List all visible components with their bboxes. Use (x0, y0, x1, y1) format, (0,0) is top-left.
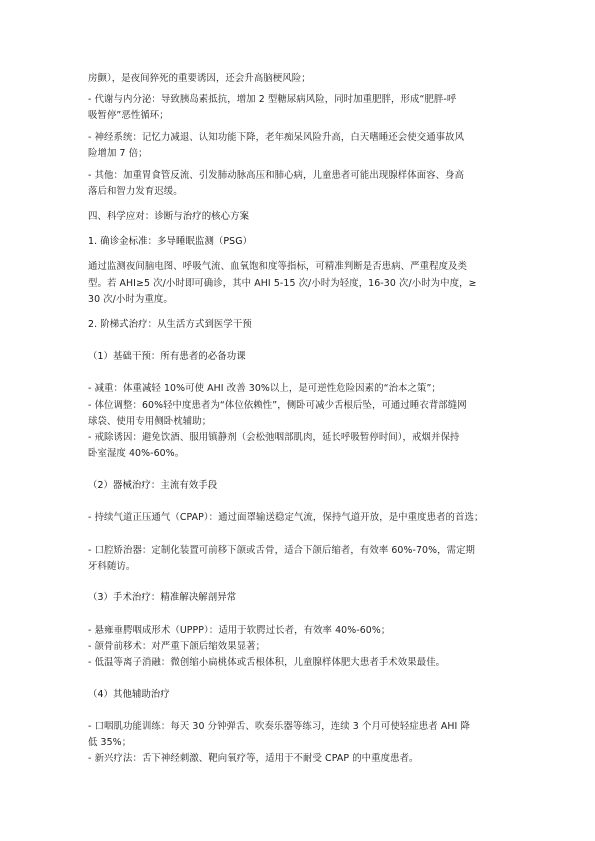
text-line: - 戒除诱因：避免饮酒、服用镇静剂（会松弛咽部肌肉，延长呼吸暂停时间），戒烟并保持 (88, 432, 460, 443)
text-line: - 口咽肌功能训练：每天 30 分钟弹舌、吹奏乐器等练习，连续 3 个月可使轻症患者 AHI 降 (88, 721, 470, 732)
text-line: 卧室湿度 40%-60%。 (88, 448, 185, 459)
item-heading: （2）器械治疗：主流有效手段 (88, 480, 218, 491)
section-heading: 四、科学应对：诊断与治疗的核心方案 (88, 211, 250, 222)
text-line: 房颤），是夜间猝死的重要诱因，还会升高脑梗风险； (88, 73, 311, 84)
text-line: - 颌骨前移术：对严重下颌后缩效果显著； (88, 641, 266, 652)
text-line: - 神经系统：记忆力减退、认知功能下降，老年痴呆风险升高，白天嗜睡还会使交通事故风 (88, 132, 465, 143)
item-heading: （4）其他辅助治疗 (88, 689, 170, 700)
text-line: 险增加 7 倍； (88, 148, 148, 159)
text-line: - 口腔矫治器：定制化装置可前移下颌或舌骨，适合下颌后缩者，有效率 60%-70%，需定期 (88, 545, 476, 556)
subsection-heading: 1. 确诊金标准：多导睡眠监测（PSG） (88, 236, 253, 247)
text-line: - 其他：加重胃食管反流、引发肺动脉高压和肺心病，儿童患者可能出现腺样体面容、身高 (88, 170, 465, 181)
text-line: 低 35%； (88, 737, 132, 748)
text-line: - 新兴疗法：舌下神经刺激、靶向氧疗等，适用于不耐受 CPAP 的中重度患者。 (88, 753, 419, 764)
item-heading: （3）手术治疗：精准解决解剖异常 (88, 592, 237, 603)
text-line: 球袋、使用专用侧卧枕辅助； (88, 416, 212, 427)
text-line: - 低温等离子消融：微创缩小扁桃体或舌根体积，儿童腺样体肥大患者手术效果最佳。 (88, 657, 446, 668)
text-line: 通过监测夜间脑电图、呼吸气流、血氧饱和度等指标，可精准判断是否患病、严重程度及类 (88, 261, 468, 272)
text-line: - 持续气道正压通气（CPAP）：通过面罩输送稳定气流，保持气道开放，是中重度患者的首选； (88, 512, 484, 523)
item-heading: （1）基础干预：所有患者的必备功课 (88, 351, 246, 362)
text-line: 30 次/小时为重度。 (88, 294, 173, 305)
subsection-heading: 2. 阶梯式治疗：从生活方式到医学干预 (88, 319, 252, 330)
text-line: - 悬雍垂腭咽成形术（UPPP）：适用于软腭过长者，有效率 40%-60%； (88, 625, 391, 636)
text-line: 型。若 AHI≥5 次/小时即可确诊，其中 AHI 5-15 次/小时为轻度，16-30 次/小时为中度，≥ (88, 278, 477, 289)
text-line: - 减重：体重减轻 10%可使 AHI 改善 30%以上，是可逆性危险因素的“治本之策”； (88, 383, 441, 394)
text-line: - 代谢与内分泌：导致胰岛素抵抗，增加 2 型糖尿病风险，同时加重肥胖，形成“肥胖-呼 (88, 94, 457, 105)
text-line: 落后和智力发育迟缓。 (88, 186, 183, 197)
text-line: 牙科随访。 (88, 561, 136, 572)
text-line: - 体位调整：60%轻中度患者为“体位依赖性”，侧卧可减少舌根后坠，可通过睡衣背部缝网 (88, 400, 467, 411)
text-line: 吸暂停”恶性循环； (88, 110, 169, 121)
